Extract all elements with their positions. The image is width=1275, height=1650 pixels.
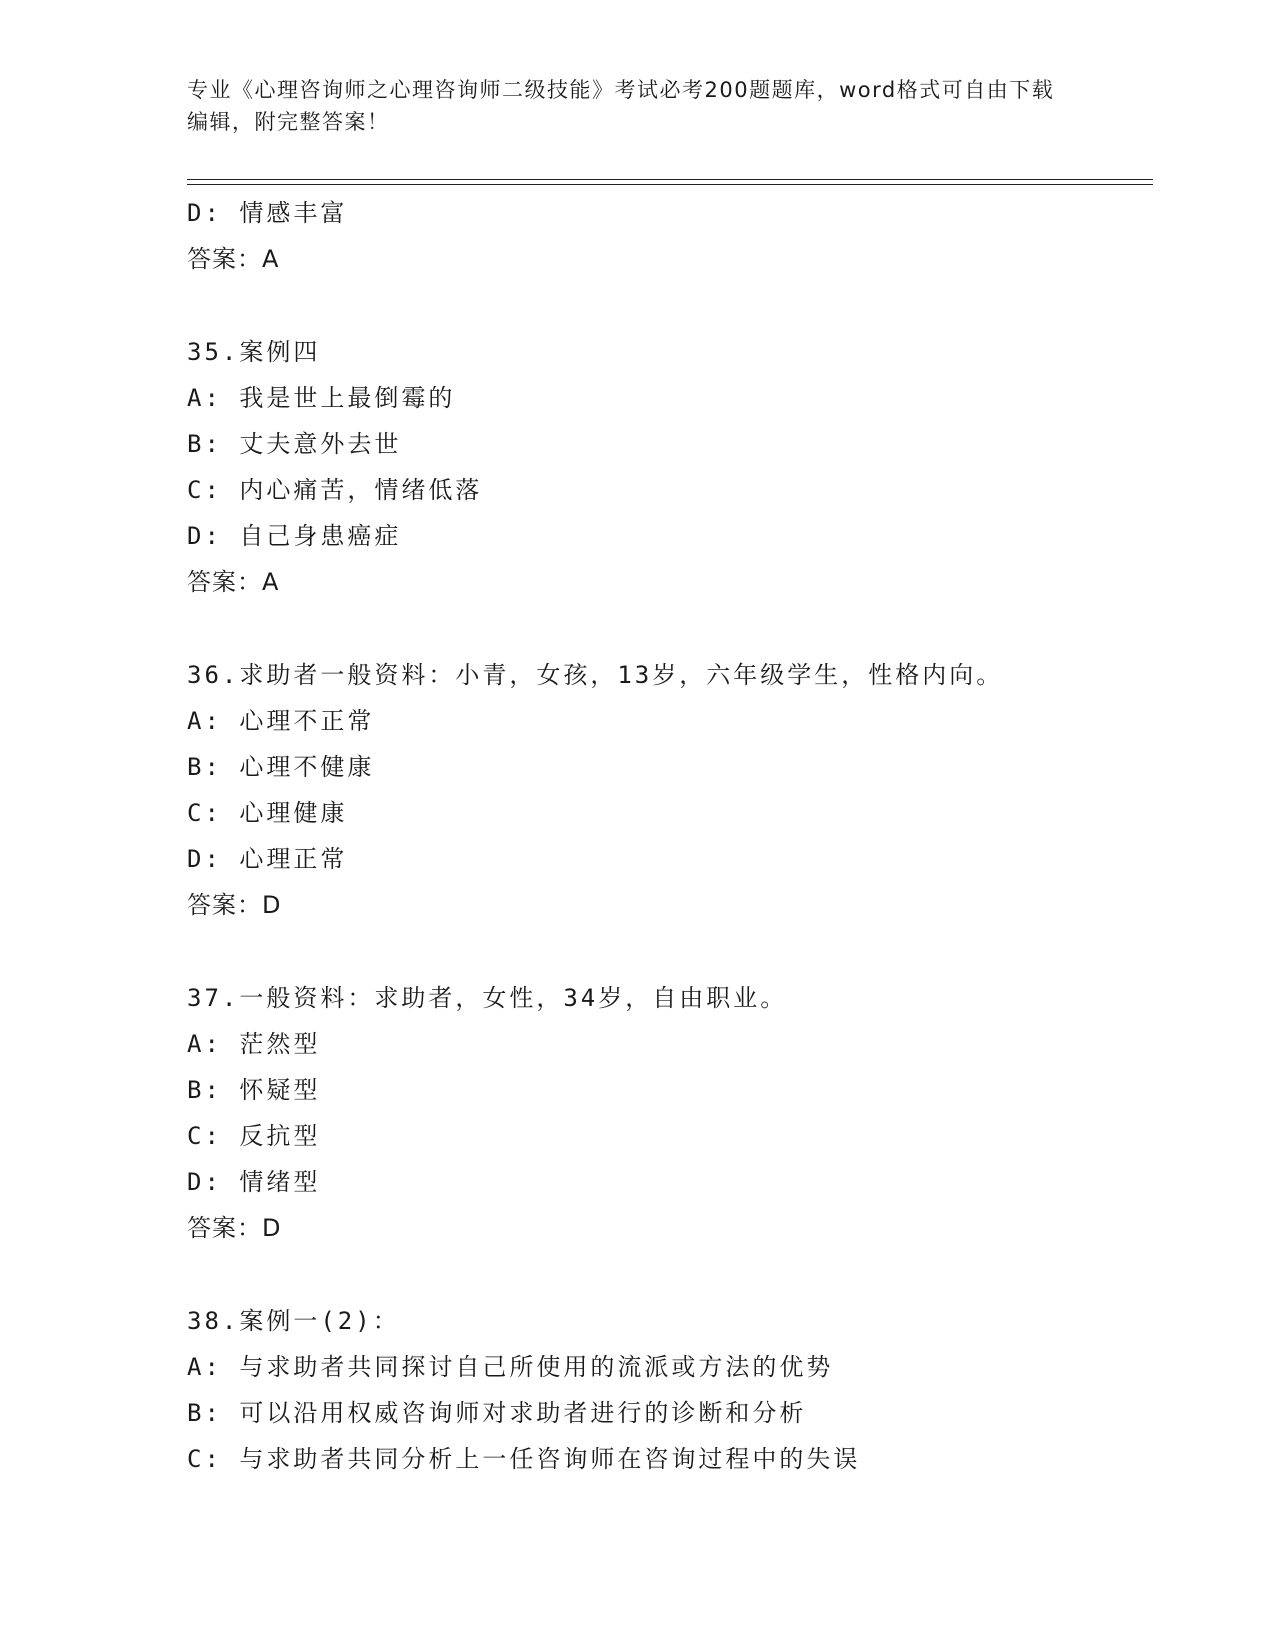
option-d: D: 情绪型 [187,1168,321,1196]
question-block-previous [187,190,1187,282]
option-b: B: 可以沿用权威咨询师对求助者进行的诊断和分析 [187,1399,807,1427]
option-d: D: 情感丰富 [187,199,348,227]
question-block-37 [187,975,1187,1251]
option-d: D: 心理正常 [187,845,348,873]
option-c: C: 反抗型 [187,1122,321,1150]
question-block-38 [187,1298,1187,1482]
answer-line: 答案：D [187,1214,282,1242]
question-stem: 36.求助者一般资料：小青，女孩，13岁，六年级学生，性格内向。 [187,661,1004,689]
option-b: B: 心理不健康 [187,753,375,781]
question-block-36 [187,652,1187,928]
option-b: B: 丈夫意外去世 [187,430,402,458]
answer-line: 答案：A [187,245,280,273]
question-block-35 [187,329,1187,605]
option-a: A: 我是世上最倒霉的 [187,384,456,412]
option-a: A: 心理不正常 [187,707,375,735]
option-a: A: 与求助者共同探讨自己所使用的流派或方法的优势 [187,1353,834,1381]
answer-line: 答案：D [187,891,282,919]
question-stem: 38.案例一(2)： [187,1307,400,1335]
document-header: 专业《心理咨询师之心理咨询师二级技能》考试必考200题题库，word格式可自由下载编辑，附完整答案！ [187,78,1055,134]
header-divider-top [187,179,1153,180]
option-c: C: 与求助者共同分析上一任咨询师在咨询过程中的失误 [187,1445,861,1473]
option-d: D: 自己身患癌症 [187,522,402,550]
question-stem: 35.案例四 [187,338,321,366]
option-b: B: 怀疑型 [187,1076,321,1104]
answer-line: 答案：A [187,568,280,596]
question-stem: 37.一般资料：求助者，女性，34岁，自由职业。 [187,984,788,1012]
option-a: A: 茫然型 [187,1030,321,1058]
header-divider-bottom [187,184,1153,185]
option-c: C: 心理健康 [187,799,348,827]
question-list [187,190,1187,1482]
option-c: C: 内心痛苦，情绪低落 [187,476,483,504]
